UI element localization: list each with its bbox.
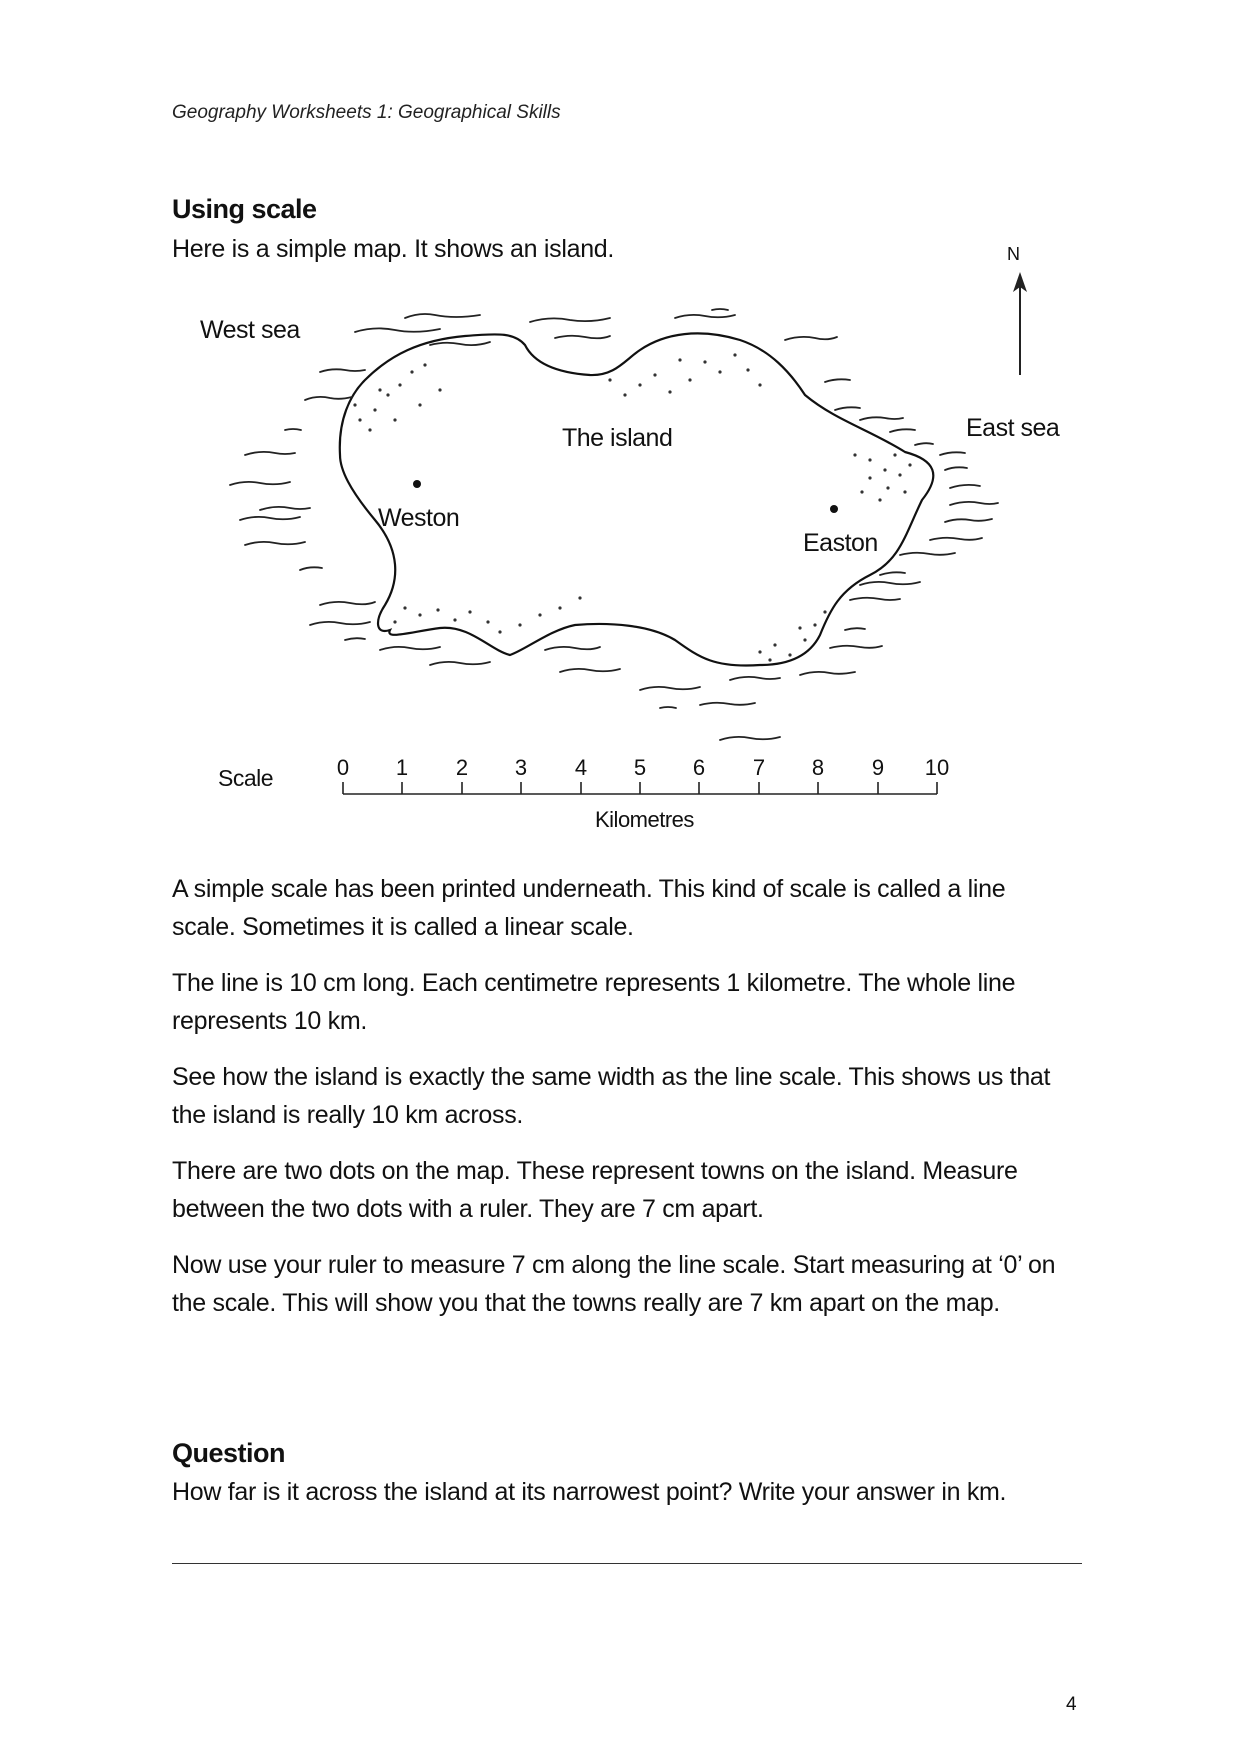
scale-tick-label: 4 (574, 755, 588, 780)
town-label-weston: Weston (378, 504, 460, 532)
sea-waves (230, 309, 998, 740)
paragraph-line-scale: A simple scale has been printed underneath. This kind of scale is called a line scale. Sometimes it is called a linear scale. (172, 875, 1006, 941)
island-name-label: The island (562, 424, 673, 452)
scale-tick-label: 7 (752, 755, 766, 780)
town-dot-easton (830, 505, 838, 513)
north-label: N (1007, 244, 1020, 264)
scale-tick-label: 6 (692, 755, 706, 780)
paragraph-island-width: See how the island is exactly the same width as the line scale. This shows us that the island is really 10 km across. (172, 1063, 1051, 1129)
scale-tick-label: 0 (336, 755, 350, 780)
island-outline (340, 333, 934, 665)
intro-text: Here is a simple map. It shows an island. (172, 235, 615, 263)
page-number: 4 (1066, 1694, 1077, 1715)
town-dot-weston (413, 480, 421, 488)
paragraph-line-length: The line is 10 cm long. Each centimetre represents 1 kilometre. The whole line represents 10 km. (172, 969, 1016, 1035)
west-sea-label: West sea (200, 316, 300, 344)
scale-tick-label: 9 (871, 755, 885, 780)
running-head: Geography Worksheets 1: Geographical Skills (172, 102, 561, 123)
section-heading-using-scale: Using scale (172, 194, 317, 224)
question-heading: Question (172, 1438, 286, 1468)
paragraph-measure: Now use your ruler to measure 7 cm along the line scale. Start measuring at ‘0’ on the scale. This will show you that the towns really are 7 km apart on the map. (172, 1251, 1056, 1317)
north-arrow-icon (1013, 272, 1027, 375)
answer-line[interactable] (172, 1563, 1082, 1564)
scale-tick-label: 2 (455, 755, 469, 780)
east-sea-label: East sea (966, 414, 1060, 442)
scale-tick-label: 3 (514, 755, 528, 780)
scale-label: Scale (218, 765, 274, 791)
scale-units-label: Kilometres (595, 807, 694, 832)
paragraph-two-dots: There are two dots on the map. These represent towns on the island. Measure between the two dots with a ruler. They are 7 cm apart. (172, 1157, 1018, 1223)
town-label-easton: Easton (803, 529, 878, 557)
scale-tick-label: 10 (924, 755, 950, 780)
scale-tick-label: 8 (811, 755, 825, 780)
scale-bar (343, 782, 937, 794)
scale-tick-label: 1 (395, 755, 409, 780)
scale-tick-label: 5 (633, 755, 647, 780)
question-text: How far is it across the island at its narrowest point? Write your answer in km. (172, 1478, 1007, 1506)
